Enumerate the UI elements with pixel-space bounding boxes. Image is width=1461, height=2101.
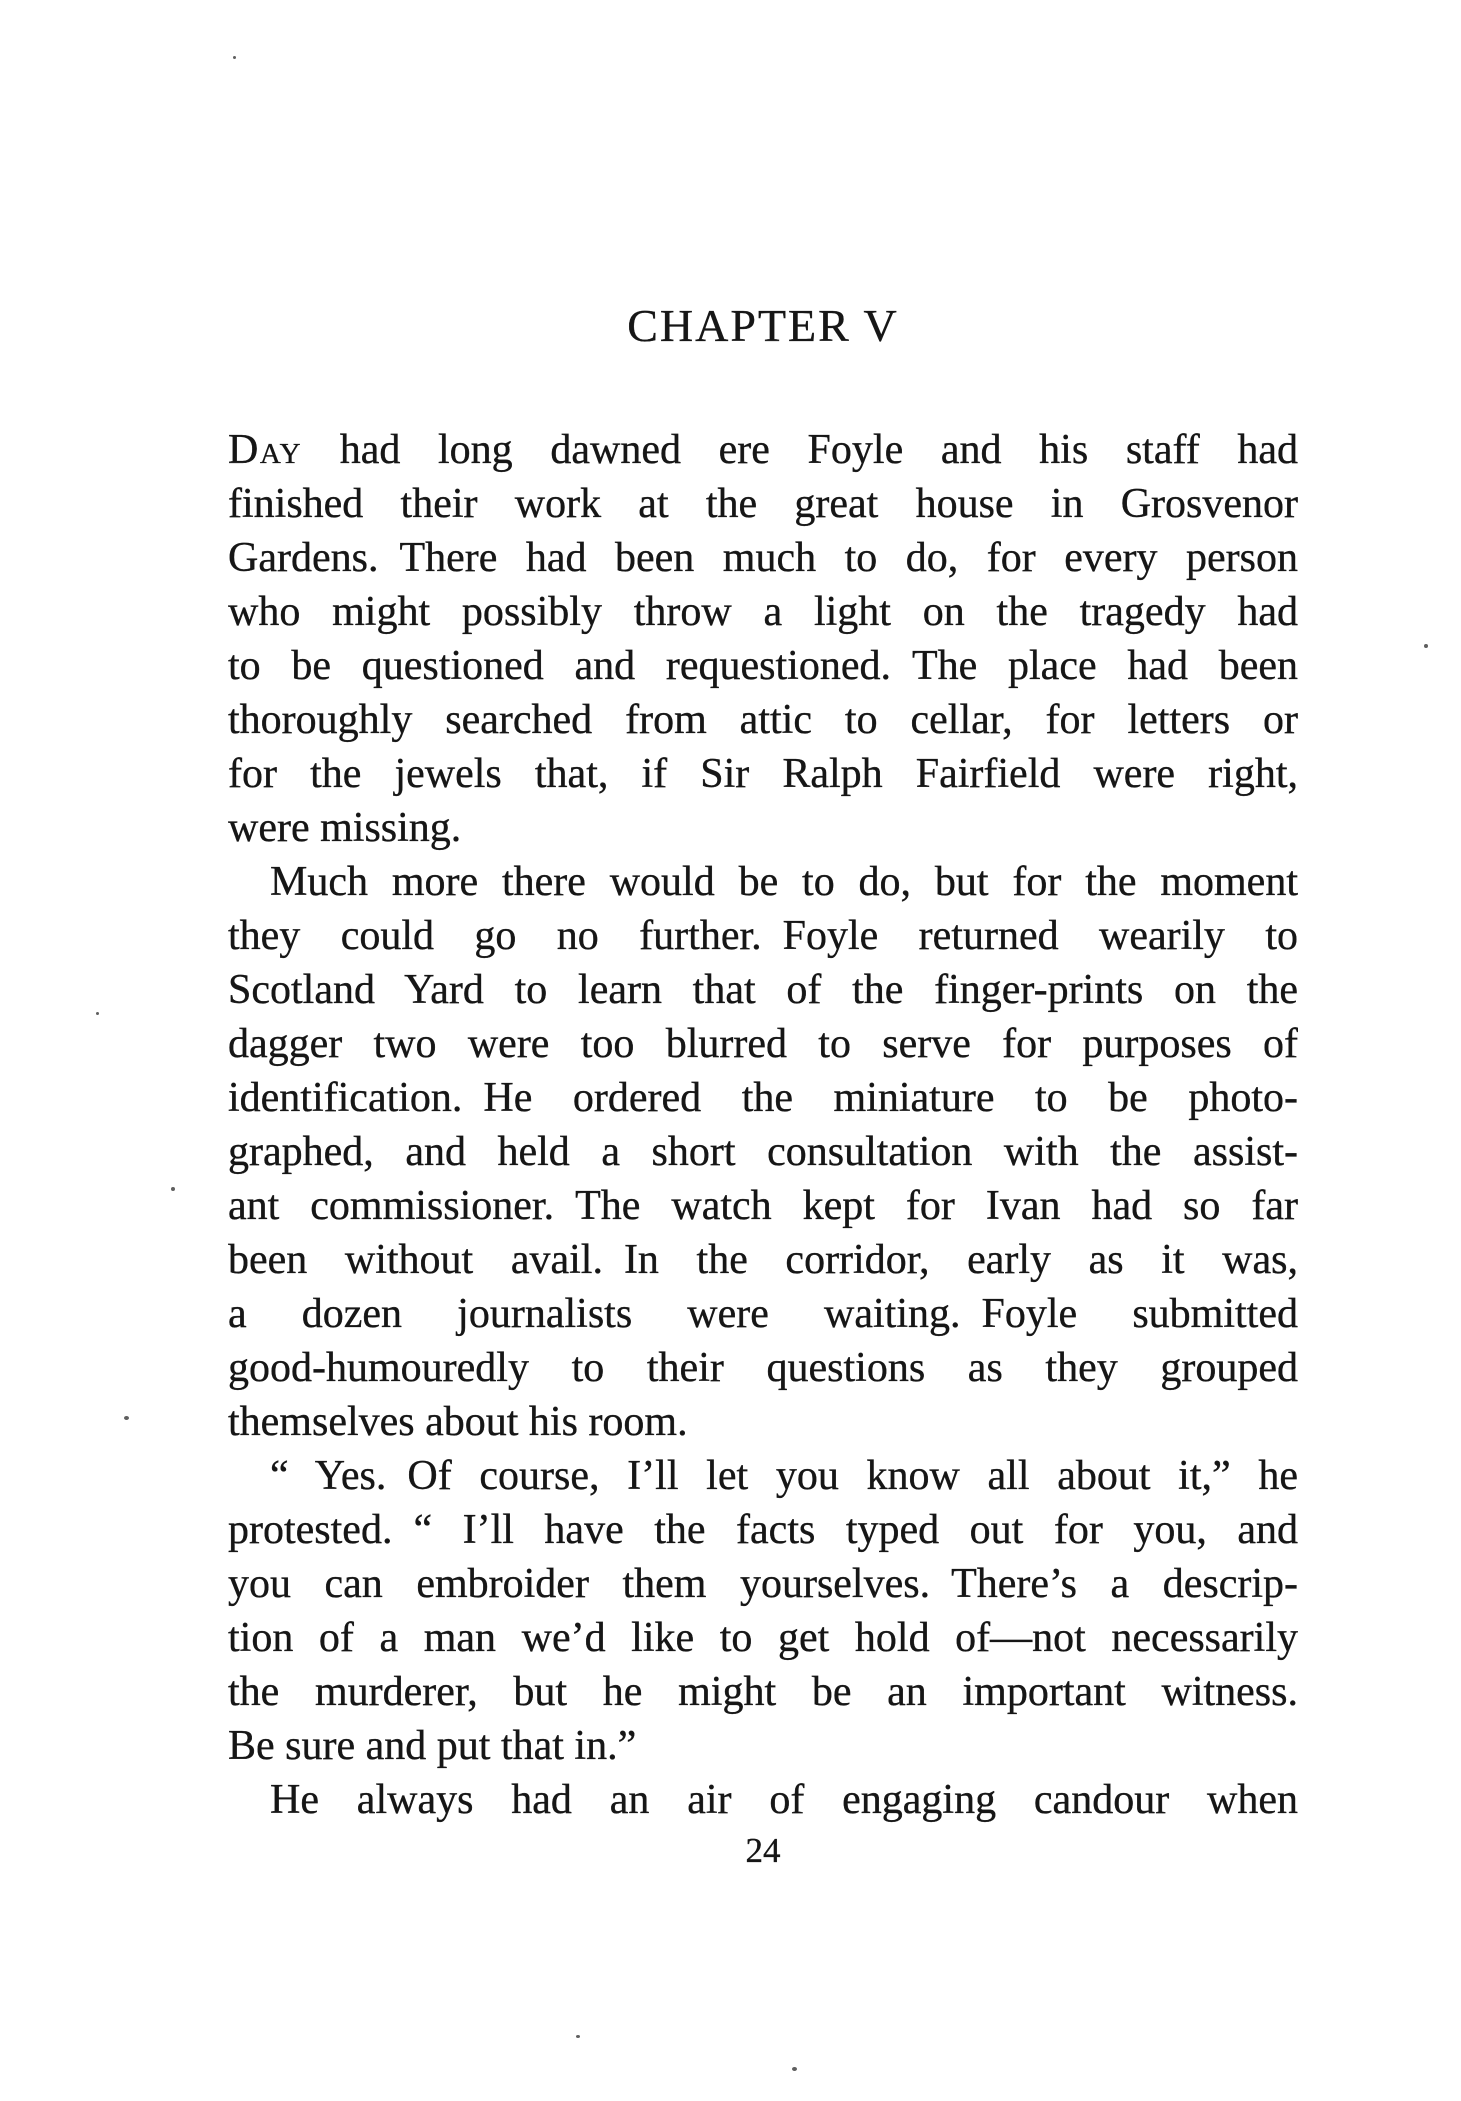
- text-line: “ Yes. Of course, I’ll let you know all about it,” he: [270, 1453, 1298, 1499]
- text-line: the murderer, but he might be an important witness.: [228, 1669, 1298, 1715]
- text-line: protested. “ I’ll have the facts typed out for you, and: [228, 1507, 1298, 1553]
- scan-speck: [792, 2067, 797, 2071]
- smallcaps-lead: Day: [228, 427, 303, 473]
- text-line: you can embroider them yourselves. There’s a descrip-: [228, 1561, 1298, 1607]
- text-line: dagger two were too blurred to serve for purposes of: [228, 1021, 1298, 1067]
- text-line: He always had an air of engaging candour when: [270, 1777, 1298, 1823]
- text-line: Day had long dawned ere Foyle and his staff had: [228, 427, 1298, 473]
- text-line: for the jewels that, if Sir Ralph Fairfield were right,: [228, 751, 1298, 797]
- page-number: 24: [745, 1831, 781, 1870]
- text-line: themselves about his room.: [228, 1399, 688, 1445]
- text-line: been without avail. In the corridor, early as it was,: [228, 1237, 1298, 1283]
- paragraph: [228, 423, 1298, 855]
- scan-speck: [1424, 644, 1428, 648]
- paragraph: [228, 1773, 1298, 1827]
- scan-speck: [124, 1416, 129, 1420]
- text-line: good-humouredly to their questions as they grouped: [228, 1345, 1298, 1391]
- paragraph: [228, 1449, 1298, 1773]
- scan-speck: [96, 1012, 99, 1015]
- scan-speck: [233, 56, 236, 59]
- text-line: identification. He ordered the miniature to be photo-: [228, 1075, 1298, 1121]
- text-line: Scotland Yard to learn that of the finger-prints on the: [228, 967, 1298, 1013]
- text-line: Gardens. There had been much to do, for every person: [228, 535, 1298, 581]
- text-line: Much more there would be to do, but for the moment: [270, 859, 1298, 905]
- text-line: ant commissioner. The watch kept for Ivan had so far: [228, 1183, 1298, 1229]
- paragraph: [228, 855, 1298, 1449]
- body-text: [228, 423, 1298, 1827]
- text-line: were missing.: [228, 805, 462, 851]
- text-line: tion of a man we’d like to get hold of—not necessarily: [228, 1615, 1298, 1661]
- text-line: thoroughly searched from attic to cellar, for letters or: [228, 697, 1298, 743]
- text-line: who might possibly throw a light on the tragedy had: [228, 589, 1298, 635]
- chapter-heading: CHAPTER V: [627, 300, 899, 351]
- text-line: they could go no further. Foyle returned wearily to: [228, 913, 1298, 959]
- scan-speck: [576, 2035, 580, 2038]
- text-line: finished their work at the great house in Grosvenor: [228, 481, 1298, 527]
- text-line: a dozen journalists were waiting. Foyle submitted: [228, 1291, 1298, 1337]
- text-line: to be questioned and requestioned. The place had been: [228, 643, 1298, 689]
- text-line: graphed, and held a short consultation with the assist-: [228, 1129, 1298, 1175]
- scan-speck: [171, 1187, 175, 1191]
- text-line: Be sure and put that in.”: [228, 1723, 637, 1769]
